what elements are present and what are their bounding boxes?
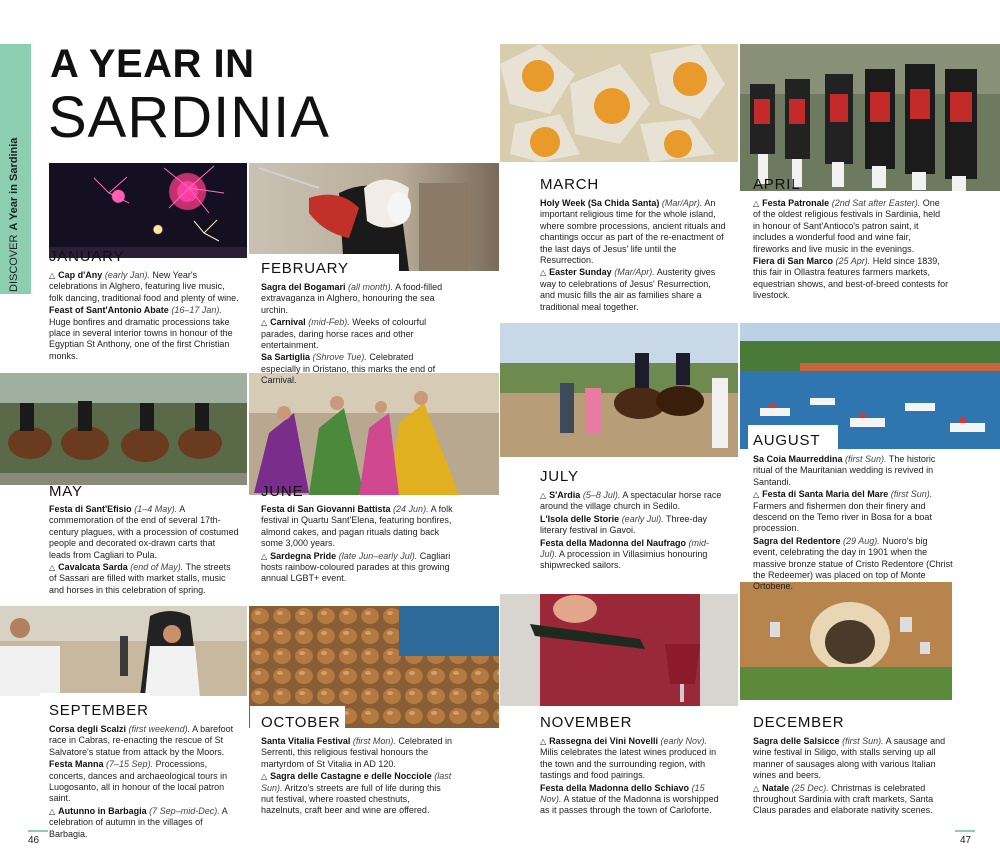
triangle-icon: △ (49, 563, 56, 573)
triangle-icon: △ (261, 551, 268, 561)
event-name: Carnival (270, 317, 306, 328)
event-entry (49, 270, 239, 304)
december-nativity-photo (740, 582, 952, 700)
page-number-left: 46 (28, 835, 40, 846)
april-entries (753, 198, 949, 303)
event-date: (early Jul). (621, 513, 664, 524)
event-entry (261, 551, 453, 585)
event-name: Natale (762, 782, 790, 793)
event-name: Festa Manna (49, 759, 104, 770)
event-description: Processions, concerts, dances and archaeological tours in Luogosanto, all in honour of the local patron saint. (49, 759, 228, 804)
event-name: Corsa degli Scalzi (49, 724, 127, 734)
june-entries (261, 504, 453, 586)
month-heading-april: APRIL (753, 176, 801, 193)
event-date: (Mar/Apr). (614, 267, 655, 278)
event-description: Weeks of colourful parades, daring horse races and other entertainment. (261, 317, 427, 351)
event-date: (first weekend). (128, 724, 191, 734)
event-name: Rassegna dei Vini Novelli (549, 736, 659, 746)
event-entry (540, 514, 726, 537)
event-description: The streets of Sassari are filled with market stalls, music and horses in this celebration of spring. (49, 562, 231, 595)
event-entry (753, 489, 953, 535)
event-name: Holy Week (Sa Chida Santa) (540, 198, 660, 208)
may-horses-photo (0, 373, 247, 485)
triangle-icon: △ (540, 268, 547, 278)
event-date: (25 Apr). (835, 256, 871, 267)
event-description: Milis celebrates the latest wines produced in the town and the surrounding region, with tastings and food pairings. (540, 747, 717, 781)
event-entry (261, 504, 453, 550)
month-heading-may: MAY (49, 483, 83, 500)
event-description: Christmas is celebrated throughout Sardinia with craft markets, Santa Claus parades and elaborate nativity scenes. (753, 782, 934, 816)
month-heading-june: JUNE (261, 483, 304, 500)
event-entry (540, 490, 726, 513)
event-entry (261, 282, 453, 316)
fireworks-photo (49, 163, 247, 258)
event-description: Aritzo's streets are full of life during this nut festival, where roasted chestnuts, hazelnuts, craft beer and wine are offered. (261, 782, 441, 816)
triangle-icon: △ (261, 772, 268, 782)
event-date: (mid-Feb). (308, 317, 350, 328)
event-date: (first Sun). (890, 489, 933, 500)
event-description: An important religious time for the whole island, where sombre processions, ancient rituals and chantings occur as part of the re-enactment of the last days of Jesus' life until the Resurrection. (540, 198, 726, 266)
event-entry (49, 305, 239, 362)
event-description: Three-day literary festival in Gavoi. (540, 513, 708, 536)
event-entry (540, 267, 726, 313)
event-description: Celebrated in Serrenti, this religious festival honours the martyrdom of St Vitalia in AD 120. (261, 736, 452, 769)
event-name: L'Isola delle Storie (540, 513, 620, 524)
july-entries (540, 490, 726, 573)
event-date: (2nd Sat after Easter). (831, 198, 921, 208)
page-number-right: 47 (960, 835, 972, 846)
event-date: (Mar/Apr). (661, 198, 703, 208)
event-description: Nuoro's big event, celebrating the day in 1901 when the massive bronze statue of Cristo Redentore (Christ the Redeemer) was placed on top of Monte Ortobene. (753, 535, 953, 592)
triangle-icon: △ (261, 318, 268, 328)
event-description: The historic ritual of the Mauritanian wedding is revived in Santandi. (753, 454, 936, 487)
event-date: (5–8 Jul). (582, 490, 621, 500)
event-date: (last Sun). (261, 771, 452, 793)
event-date: (1–4 May). (134, 504, 178, 514)
event-name: Cavalcata Sarda (58, 562, 128, 573)
event-description: A sausage and wine festival in Siligo, with stalls serving up all manner of sausages along with various Italian wines and beers. (753, 736, 946, 781)
event-date: (25 Dec). (791, 782, 829, 793)
event-date: (7–15 Sep). (106, 759, 154, 770)
november-wine-photo (500, 594, 738, 706)
september-procession-photo (0, 606, 247, 696)
event-name: Festa di Santa Maria del Mare (762, 489, 889, 500)
event-description: Huge bonfires and dramatic processions take place in several interior towns in honour of the Egyptian St Anthony, one of the first Christian monks. (49, 316, 233, 361)
triangle-icon: △ (540, 737, 547, 746)
event-name: Sagra del Redentore (753, 535, 841, 546)
event-name: Autunno in Barbagia (58, 805, 147, 816)
event-description: Held since 1839, this fair in Ollastra features farmers markets, equestrian shows, and best-of-breed contests for livestock. (753, 256, 949, 301)
event-name: Sagra delle Castagne e delle Nocciole (270, 771, 432, 782)
event-description: A celebration of autumn in the villages of Barbagia. (49, 805, 228, 839)
event-name: Sa Sartiglia (261, 352, 311, 363)
event-description: A folk festival in Quartu Sant'Elena, featuring bonfires, almond cakes, and pagan rituals dating back some 3,000 years. (261, 504, 453, 549)
triangle-icon: △ (753, 490, 760, 500)
month-heading-december: DECEMBER (753, 714, 845, 731)
costume-dance-photo (740, 44, 1000, 191)
event-date: (7 Sep–mid-Dec). (149, 805, 220, 816)
page-number-rule-right (955, 830, 975, 832)
event-date: (end of May). (130, 562, 184, 573)
event-date: (24 Jun). (393, 504, 429, 514)
triangle-icon: △ (753, 199, 760, 208)
event-date: (first Mon). (352, 736, 396, 746)
event-entry (261, 736, 453, 770)
month-heading-september: SEPTEMBER (49, 702, 149, 719)
month-heading-january: JANUARY (49, 248, 125, 265)
event-description: New Year's celebrations in Alghero, featuring live music, folk dancing, traditional food and plenty of wine. (49, 270, 239, 303)
event-name: Festa Patronale (762, 198, 830, 208)
event-name: S'Ardia (549, 490, 581, 500)
july-horse-race-photo (500, 323, 738, 457)
event-name: Festa della Madonna dello Schiavo (540, 782, 690, 793)
event-name: Feast of Sant'Antonio Abate (49, 305, 169, 316)
event-entry (753, 454, 953, 488)
event-date: (all month). (348, 282, 394, 292)
february-entries (261, 282, 453, 388)
event-entry (540, 198, 726, 266)
event-description: A spectacular horse race around the village church in Sedilo. (540, 490, 722, 512)
march-entries (540, 198, 726, 314)
event-description: Celebrated especially in Oristano, this marks the end of Carnival. (261, 352, 436, 386)
event-name: Easter Sunday (549, 267, 612, 278)
event-date: (29 Aug). (843, 535, 880, 546)
page-title-line1: A YEAR IN (50, 42, 255, 86)
event-entry (753, 536, 953, 593)
event-date: (first Sun). (845, 454, 887, 464)
event-description: A statue of the Madonna is worshipped as it passes through the town of Carloforte. (540, 794, 719, 816)
event-entry (49, 562, 239, 596)
month-heading-november: NOVEMBER (540, 714, 633, 731)
event-name: Festa della Madonna del Naufrago (540, 537, 687, 548)
event-description: A barefoot race in Cabras, re-enacting the rescue of St Salvatore's statue from attack by the Moors. (49, 724, 234, 757)
event-name: Festa di San Giovanni Battista (261, 504, 391, 514)
event-description: Austerity gives way to celebrations of Jesus' Resurrection, and music fills the air as families share a traditional meal together. (540, 267, 716, 312)
month-heading-august: AUGUST (753, 432, 821, 449)
triangle-icon: △ (753, 783, 760, 793)
event-entry (540, 538, 726, 572)
pastries-photo (500, 44, 738, 162)
event-entry (49, 504, 239, 561)
event-entry (261, 771, 453, 817)
event-date: (15 Nov). (540, 782, 705, 805)
october-entries (261, 736, 453, 818)
event-name: Fiera di San Marco (753, 256, 834, 267)
event-entry (753, 198, 949, 255)
event-entry (753, 783, 949, 817)
event-date: (Shrove Tue). (312, 352, 367, 363)
event-description: A commemoration of the end of several 17th-century plagues, with a procession of costumed people and decorated ox-drawn carts that leads from Cagliari to Pula. (49, 504, 239, 560)
event-date: (late Jun–early Jul). (338, 550, 418, 561)
event-date: (16–17 Jan). (171, 305, 222, 316)
section-label: DISCOVERA Year in Sardinia (8, 137, 20, 292)
event-date: (early Jan). (104, 270, 150, 280)
event-entry (753, 736, 949, 782)
event-entry (540, 736, 726, 782)
event-name: Sa Coia Maurreddina (753, 454, 843, 464)
month-heading-february: FEBRUARY (261, 260, 349, 277)
november-entries (540, 736, 726, 818)
event-entry (261, 352, 453, 386)
event-name: Santa Vitalia Festival (261, 736, 351, 746)
triangle-icon: △ (540, 491, 547, 500)
event-description: Farmers and fishermen don their finery and descend on the Temo river in Bosa for a boat procession. (753, 500, 932, 534)
event-name: Sagra delle Salsicce (753, 736, 840, 746)
event-description: Cagliari hosts rainbow-coloured parades at this growing annual LGBT+ event. (261, 550, 451, 584)
event-name: Sagra del Bogamari (261, 282, 346, 292)
may-entries (49, 504, 239, 597)
triangle-icon: △ (49, 271, 56, 280)
month-heading-july: JULY (540, 468, 579, 485)
month-heading-march: MARCH (540, 176, 599, 193)
event-description: One of the oldest religious festivals in Sardinia, held in honour of Sant'Antioco's patron saint, it includes a wonderful food and wine fair, fireworks and live music in the evenings. (753, 198, 941, 254)
event-entry (261, 317, 453, 351)
event-name: Sardegna Pride (270, 550, 337, 561)
event-name: Festa di Sant'Efisio (49, 504, 132, 514)
january-entries (49, 270, 239, 363)
event-entry (753, 256, 949, 302)
event-date: (early Nov). (660, 736, 708, 746)
event-date: (mid-Jul). (540, 537, 710, 560)
september-entries (49, 724, 239, 841)
triangle-icon: △ (49, 806, 56, 816)
month-heading-october: OCTOBER (261, 714, 341, 731)
event-name: Cap d'Any (58, 270, 103, 280)
event-entry (49, 806, 239, 840)
event-date: (first Sun). (842, 736, 884, 746)
event-description: A procession in Villasimius honouring shipwrecked sailors. (540, 549, 708, 571)
august-entries (753, 454, 953, 594)
event-entry (540, 783, 726, 817)
event-description: A food-filled extravaganza in Alghero, honouring the sea urchin. (261, 282, 443, 315)
page-number-rule-left (28, 830, 48, 832)
event-entry (49, 759, 239, 805)
event-entry (49, 724, 239, 758)
page-title-line2: SARDINIA (48, 85, 330, 150)
december-entries (753, 736, 949, 818)
june-dancers-photo (249, 373, 499, 495)
